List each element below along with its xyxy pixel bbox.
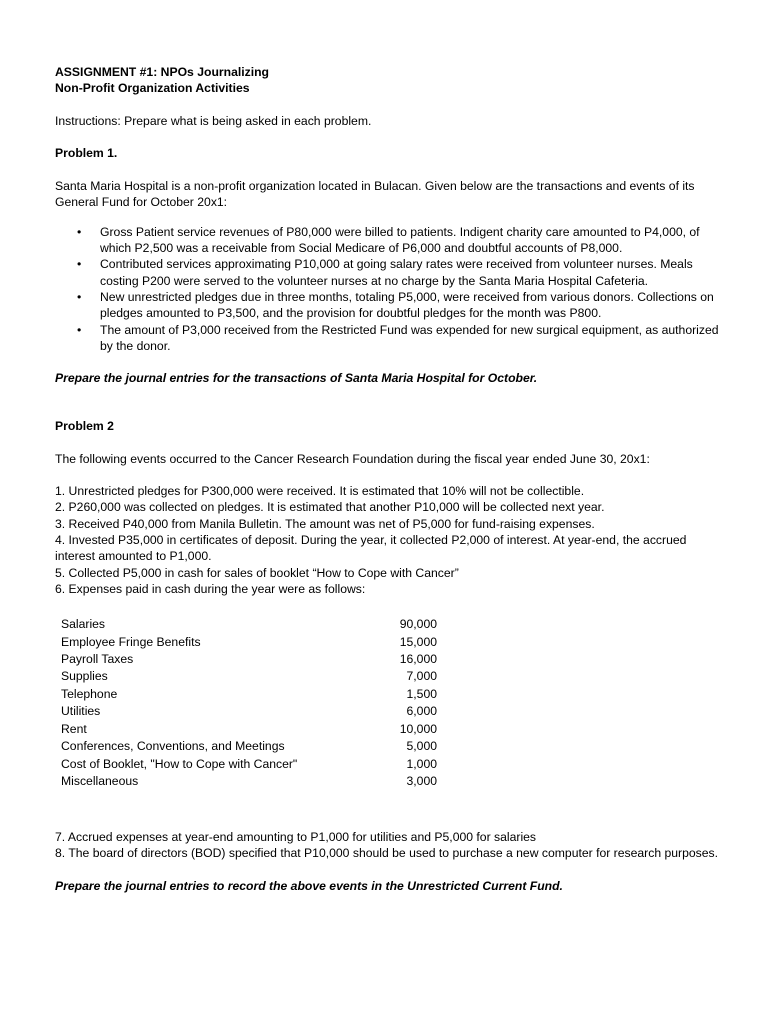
expense-label: Conferences, Conventions, and Meetings [61, 739, 285, 754]
list-item [55, 322, 726, 355]
expense-label: Payroll Taxes [61, 652, 134, 666]
expense-label: Salaries [61, 617, 106, 632]
table-row [61, 756, 437, 773]
table-row [61, 721, 437, 738]
expense-amount: 1,000 [406, 756, 437, 771]
expense-amount: 15,000 [399, 634, 437, 649]
expense-amount: 6,000 [406, 704, 437, 719]
table-row [61, 634, 437, 651]
expense-label: Rent [61, 721, 87, 736]
problem2-heading: Problem 2 [55, 419, 114, 434]
expense-label: Cost of Booklet, "How to Cope with Cancer" [61, 756, 298, 771]
expense-amount: 10,000 [399, 721, 437, 736]
problem1-bullet-text: Gross Patient service revenues of P80,000 were billed to patients. Indigent charity care amounted to P4,000, of which P2,500 was a receivable from Social Medicare of P6,000 and doubtful accounts of P8,000. [100, 224, 700, 256]
bullet-icon: • [77, 322, 82, 337]
list-item: 5. Collected P5,000 in cash for sales of booklet “How to Cope with Cancer” [55, 565, 459, 580]
list-item [55, 289, 726, 322]
problem2-events-list [55, 483, 726, 597]
expense-label: Supplies [61, 669, 108, 684]
expense-amount: 5,000 [406, 739, 437, 754]
expense-amount: 90,000 [399, 617, 437, 632]
table-row [61, 773, 437, 790]
list-item: 7. Accrued expenses at year-end amounting to P1,000 for utilities and P5,000 for salaries [55, 829, 537, 844]
table-row [61, 686, 437, 703]
bullet-icon: • [77, 224, 82, 239]
list-item: 3. Received P40,000 from Manila Bulletin. The amount was net of P5,000 for fund-raising expenses. [55, 516, 595, 531]
list-item: 6. Expenses paid in cash during the year were as follows: [55, 581, 366, 596]
bullet-icon: • [77, 257, 82, 272]
instructions-text: Instructions: Prepare what is being asked in each problem. [55, 113, 372, 128]
list-item [55, 256, 726, 289]
expenses-table [61, 616, 437, 790]
list-item: 8. The board of directors (BOD) specified that P10,000 should be used to purchase a new computer for research purposes. [55, 845, 719, 860]
list-item: 1. Unrestricted pledges for P300,000 were received. It is estimated that 10% will not be collectible. [55, 484, 585, 499]
table-row [61, 703, 437, 720]
expense-label: Employee Fringe Benefits [61, 634, 201, 649]
expense-amount: 7,000 [406, 669, 437, 684]
bullet-icon: • [77, 289, 82, 304]
expense-amount: 1,500 [406, 686, 437, 701]
table-row [61, 651, 437, 668]
problem1-bullet-text: The amount of P3,000 received from the Restricted Fund was expended for new surgical equipment, as authorized by the donor. [100, 322, 719, 353]
problem1-bullet-text: Contributed services approximating P10,000 at going salary rates were received from volunteer nurses. Meals costing P200 were served to the volunteer nurses at no charge by the Santa Maria Hospital Cafeteria. [100, 257, 693, 288]
expense-label: Telephone [61, 686, 118, 701]
problem1-heading: Problem 1. [55, 145, 118, 160]
expense-amount: 3,000 [406, 774, 437, 789]
table-row [61, 738, 437, 755]
document-subtitle: Non-Profit Organization Activities [55, 81, 250, 96]
table-row [61, 616, 437, 633]
table-row [61, 668, 437, 685]
problem1-intro: Santa Maria Hospital is a non-profit organization located in Bulacan. Given below are the transactions and events of its General Fund for October 20x1: [55, 179, 695, 210]
list-item: 4. Invested P35,000 in certificates of deposit. During the year, it collected P2,000 of interest. At year-end, the accrued interest amounted to P1,000. [55, 532, 687, 564]
problem2-task: Prepare the journal entries to record the above events in the Unrestricted Current Fund. [55, 879, 563, 894]
document-title: ASSIGNMENT #1: NPOs Journalizing [55, 65, 269, 79]
list-item [55, 224, 726, 257]
problem1-task: Prepare the journal entries for the transactions of Santa Maria Hospital for October. [55, 371, 538, 386]
problem1-bullet-list [55, 224, 726, 354]
expense-label: Miscellaneous [61, 774, 139, 789]
problem1-bullet-text: New unrestricted pledges due in three months, totaling P5,000, were received from various donors. Collections on pledges amounted to P3,500, and the provision for doubtful pledges for the month was P800. [100, 289, 714, 321]
problem2-events-list-continued [55, 829, 726, 862]
problem2-intro: The following events occurred to the Cancer Research Foundation during the fiscal year ended June 30, 20x1: [55, 451, 650, 466]
expense-label: Utilities [61, 704, 101, 719]
expense-amount: 16,000 [399, 652, 437, 666]
list-item: 2. P260,000 was collected on pledges. It is estimated that another P10,000 will be collected next year. [55, 500, 605, 515]
